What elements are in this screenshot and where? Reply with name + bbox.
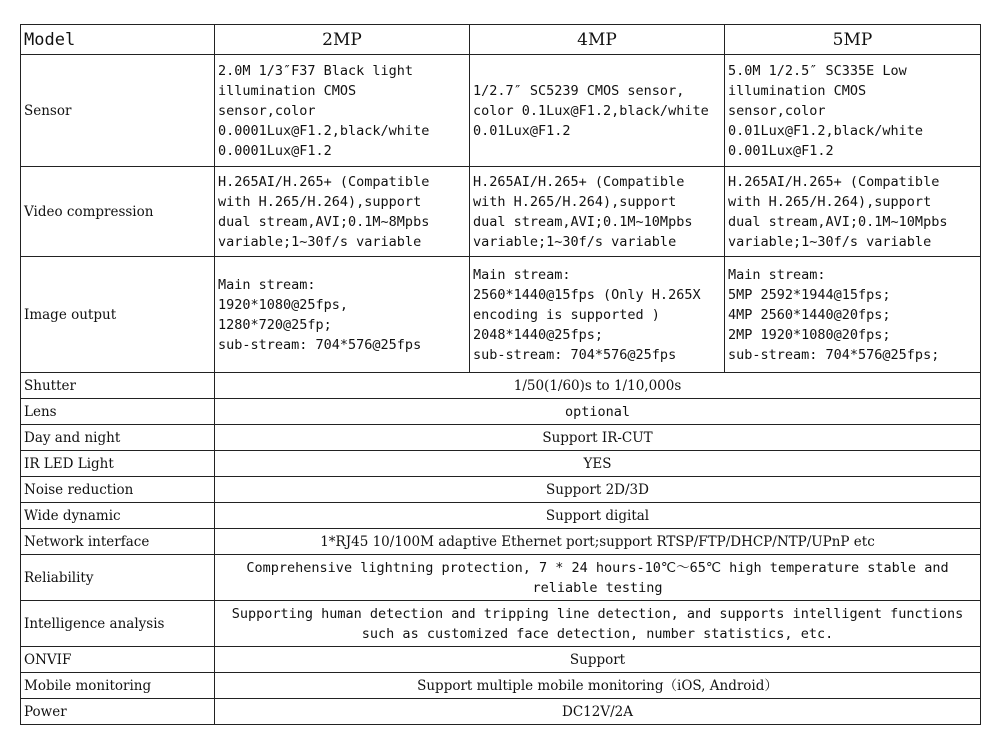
row-label-intelligence: Intelligence analysis — [21, 601, 215, 647]
row-label-reliability: Reliability — [21, 555, 215, 601]
video-5mp: H.265AI/H.265+ (Compatible with H.265/H.264),support dual stream,AVI;0.1M~10Mpbs variable;1~30f/s variable — [725, 167, 981, 257]
model-4mp: 4MP — [470, 25, 725, 55]
table-row — [21, 373, 981, 399]
row-label-mobile: Mobile monitoring — [21, 673, 215, 699]
table-row — [21, 647, 981, 673]
image-2mp: Main stream: 1920*1080@25fps, 1280*720@25fp; sub-stream: 704*576@25fps — [215, 257, 470, 373]
power-value: DC12V/2A — [215, 699, 981, 725]
table-row — [21, 477, 981, 503]
table-row — [21, 601, 981, 647]
row-label-noise: Noise reduction — [21, 477, 215, 503]
reliability-value: Comprehensive lightning protection, 7 * 24 hours-10℃～65℃ high temperature stable and reliable testing — [215, 555, 981, 601]
table-row — [21, 451, 981, 477]
image-5mp: Main stream: 5MP 2592*1944@15fps; 4MP 2560*1440@20fps; 2MP 1920*1080@20fps; sub-stream: 704*576@25fps; — [725, 257, 981, 373]
wdr-value: Support digital — [215, 503, 981, 529]
header-row — [21, 25, 981, 55]
row-label-wdr: Wide dynamic — [21, 503, 215, 529]
model-2mp: 2MP — [215, 25, 470, 55]
network-value: 1*RJ45 10/100M adaptive Ethernet port;support RTSP/FTP/DHCP/NTP/UPnP etc — [215, 529, 981, 555]
row-label-sensor: Sensor — [21, 55, 215, 167]
table-row — [21, 257, 981, 373]
row-label-network: Network interface — [21, 529, 215, 555]
mobile-value: Support multiple mobile monitoring（iOS, Android） — [215, 673, 981, 699]
noise-value: Support 2D/3D — [215, 477, 981, 503]
table-row — [21, 167, 981, 257]
row-label-image: Image output — [21, 257, 215, 373]
table-row — [21, 529, 981, 555]
model-label: Model — [21, 25, 215, 55]
table-row — [21, 673, 981, 699]
table-row — [21, 699, 981, 725]
table-row — [21, 55, 981, 167]
row-label-shutter: Shutter — [21, 373, 215, 399]
image-4mp: Main stream: 2560*1440@15fps (Only H.265X encoding is supported ) 2048*1440@25fps; sub-stream: 704*576@25fps — [470, 257, 725, 373]
table-row — [21, 399, 981, 425]
sensor-5mp: 5.0M 1/2.5″ SC335E Low illumination CMOS sensor,color 0.01Lux@F1.2,black/white 0.001Lux@F1.2 — [725, 55, 981, 167]
row-label-ir-led: IR LED Light — [21, 451, 215, 477]
row-label-power: Power — [21, 699, 215, 725]
table-row — [21, 503, 981, 529]
spec-table — [20, 24, 981, 725]
lens-value: optional — [215, 399, 981, 425]
row-label-lens: Lens — [21, 399, 215, 425]
intelligence-value: Supporting human detection and tripping line detection, and supports intelligent functions such as customized face detection, number statistics, etc. — [215, 601, 981, 647]
day-night-value: Support IR-CUT — [215, 425, 981, 451]
row-label-video: Video compression — [21, 167, 215, 257]
video-2mp: H.265AI/H.265+ (Compatible with H.265/H.264),support dual stream,AVI;0.1M~8Mpbs variable;1~30f/s variable — [215, 167, 470, 257]
onvif-value: Support — [215, 647, 981, 673]
video-4mp: H.265AI/H.265+ (Compatible with H.265/H.264),support dual stream,AVI;0.1M~10Mpbs variable;1~30f/s variable — [470, 167, 725, 257]
shutter-value: 1/50(1/60)s to 1/10,000s — [215, 373, 981, 399]
table-row — [21, 425, 981, 451]
ir-led-value: YES — [215, 451, 981, 477]
sensor-4mp: 1/2.7″ SC5239 CMOS sensor, color 0.1Lux@F1.2,black/white 0.01Lux@F1.2 — [470, 55, 725, 167]
row-label-onvif: ONVIF — [21, 647, 215, 673]
model-5mp: 5MP — [725, 25, 981, 55]
row-label-day-night: Day and night — [21, 425, 215, 451]
sensor-2mp: 2.0M 1/3″F37 Black light illumination CMOS sensor,color 0.0001Lux@F1.2,black/white 0.0001Lux@F1.2 — [215, 55, 470, 167]
table-row — [21, 555, 981, 601]
